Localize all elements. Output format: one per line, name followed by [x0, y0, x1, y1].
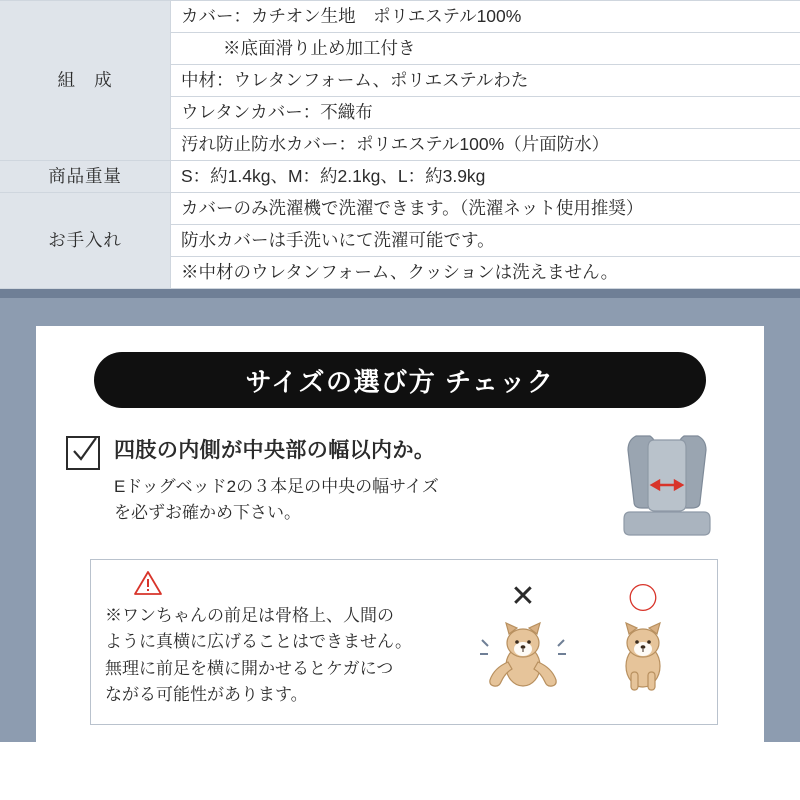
- check-subtext-line1: Eドッグベッド2の３本足の中央の幅サイズ: [114, 477, 439, 496]
- spec-header-weight: 商品重量: [0, 161, 171, 193]
- spec-value: ※底面滑り止め加工付き: [171, 33, 800, 65]
- spec-header-care: お手入れ: [0, 193, 171, 289]
- dog-normal-illustration: [595, 616, 691, 705]
- bad-mark: ✕: [510, 579, 536, 613]
- size-guide-panel: [0, 298, 800, 742]
- spec-value: カバー：カチオン生地 ポリエステル100%: [171, 1, 800, 33]
- bed-diagram-icon: [614, 430, 734, 540]
- warning-text-block: [105, 570, 463, 724]
- checkmark-icon: [70, 433, 100, 467]
- checkbox-icon[interactable]: [66, 436, 100, 470]
- check-item: [66, 434, 734, 545]
- warning-text: [105, 603, 463, 708]
- warning-box: [90, 559, 718, 725]
- dog-bed-illustration: [614, 430, 734, 545]
- spec-value: 中材：ウレタンフォーム、ポリエステルわた: [171, 65, 800, 97]
- dog-good-icon: [598, 616, 688, 700]
- size-guide-title: サイズの選び方 チェック: [245, 366, 555, 397]
- dog-splayed-illustration: [475, 616, 571, 705]
- spec-value: S：約1.4kg、M：約2.1kg、L：約3.9kg: [171, 161, 800, 193]
- warning-line1: ※ワンちゃんの前足は骨格上、人間の: [105, 606, 394, 625]
- good-mark: 〇: [628, 583, 658, 616]
- spec-value: ※中材のウレタンフォーム、クッションは洗えません。: [171, 257, 800, 289]
- warning-line2: ように真横に広げることはできません。: [105, 632, 413, 652]
- bad-example: [475, 574, 571, 705]
- size-guide-title-pill: [94, 352, 706, 408]
- spec-table-body: [0, 1, 800, 289]
- table-row: [0, 193, 800, 225]
- spec-table: [0, 0, 800, 289]
- check-subtext: [114, 474, 606, 527]
- alert-icon: [133, 570, 163, 596]
- warning-illustrations: [463, 570, 703, 724]
- spec-value: 防水カバーは手洗いにて洗濯可能です。: [171, 225, 800, 257]
- warning-triangle-icon: [133, 570, 463, 601]
- dog-bad-icon: [478, 616, 568, 700]
- spec-header-composition: 組 成: [0, 1, 171, 161]
- spec-value: ウレタンカバー：不織布: [171, 97, 800, 129]
- check-subtext-line2: を必ずお確かめ下さい。: [114, 503, 301, 523]
- check-text-block: [114, 434, 606, 527]
- good-example: [595, 574, 691, 705]
- table-row: [0, 1, 800, 33]
- warning-line3: 無理に前足を横に開かせるとケガにつ: [105, 658, 394, 678]
- warning-line4: ながる可能性があります。: [105, 685, 308, 705]
- table-row: [0, 161, 800, 193]
- spec-value: カバーのみ洗濯機で洗濯できます。（洗濯ネット使用推奨）: [171, 193, 800, 225]
- spec-value: 汚れ防止防水カバー：ポリエステル100%（片面防水）: [171, 129, 800, 161]
- size-guide-card: [36, 326, 764, 742]
- section-divider: [0, 289, 800, 298]
- check-title: 四肢の内側が中央部の幅以内か。: [114, 439, 436, 462]
